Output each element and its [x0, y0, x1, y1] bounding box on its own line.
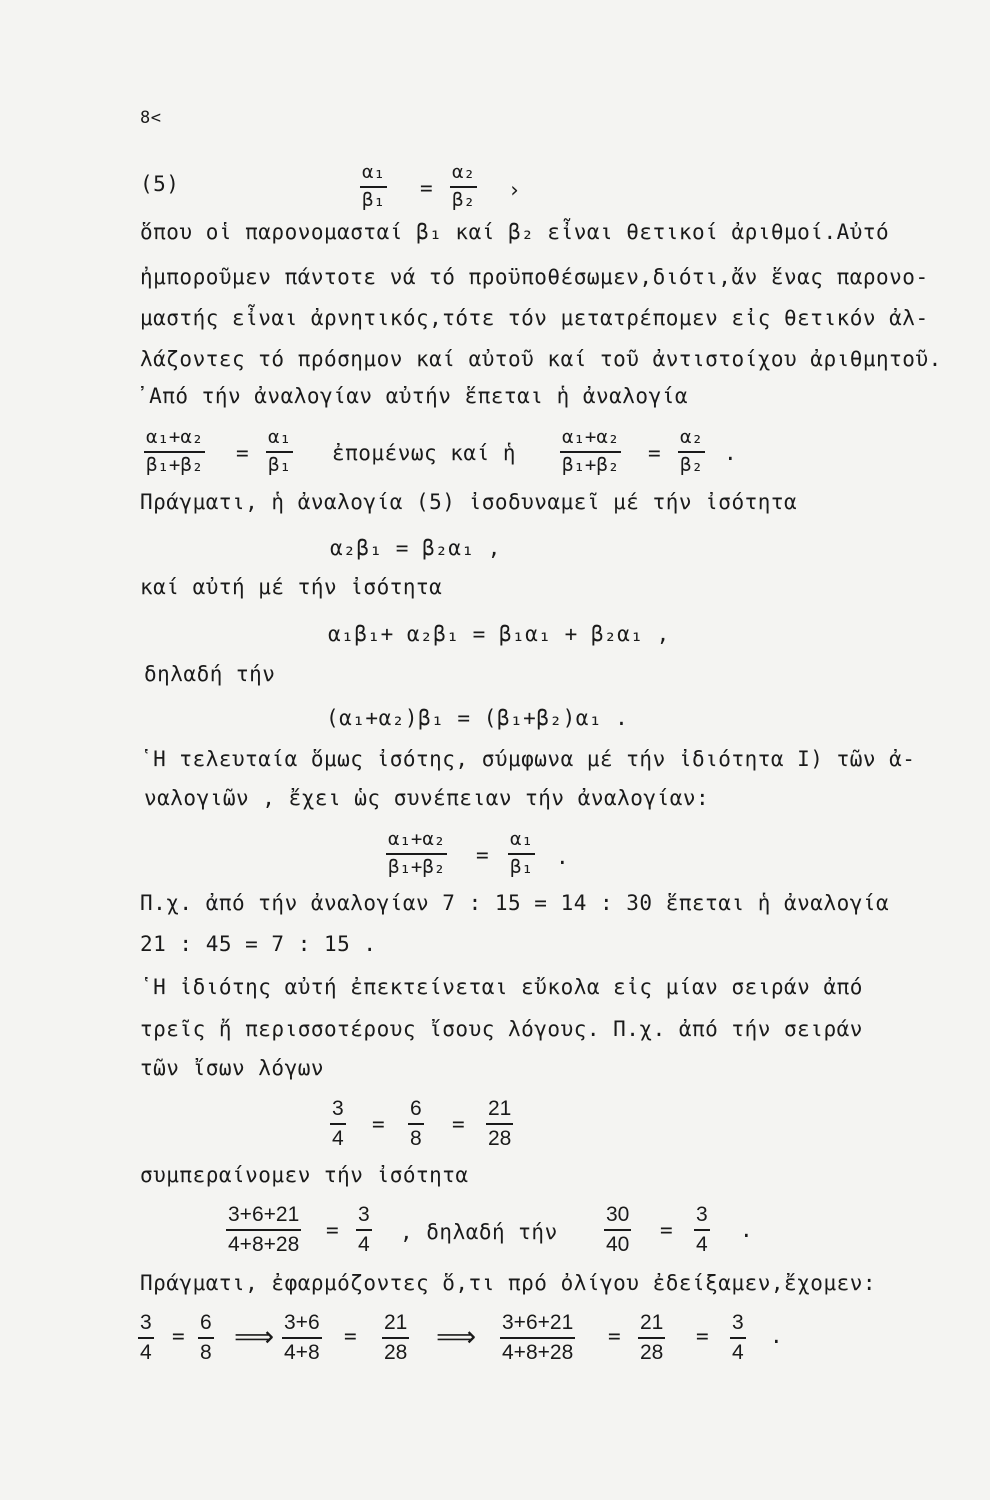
diladi-line: δηλαδή τήν [144, 662, 276, 686]
equation-b: α₁β₁+ α₂β₁ = β₁α₁ + β₂α₁ , [328, 622, 670, 646]
fraction-numerator: α₂ [680, 426, 703, 448]
equals-sign: = [326, 1218, 339, 1242]
para1-line-3: μαστής εἶναι ἀρνητικός,τότε τόν μετατρέπομεν εἰς θετικόν ἀλ- [140, 306, 929, 330]
fraction-denominator: β₁ [362, 188, 385, 211]
equation-c: (α₁+α₂)β₁ = (β₁+β₂)α₁ . [326, 706, 629, 730]
implies-arrow: ⟹ [234, 1320, 275, 1353]
fraction-numerator: 3+6+21 [502, 1311, 574, 1334]
consequence-fraction-3 [560, 428, 621, 475]
consequence-middle-text: ἐπομένως καί ἡ [332, 441, 517, 465]
fraction-numerator: 3 [358, 1203, 370, 1226]
eq5-right-fraction [450, 163, 477, 210]
fraction-denominator: 4+8+28 [228, 1232, 300, 1256]
fraction-numerator: α₁ [362, 161, 385, 183]
period: . [770, 1324, 783, 1348]
chain-fraction-6 [638, 1312, 665, 1363]
fraction-denominator: 8 [200, 1340, 212, 1364]
sum-fraction-4 [694, 1204, 710, 1255]
fraction-numerator: 30 [606, 1203, 630, 1226]
sum-fraction-1 [226, 1204, 301, 1255]
kai-line: καί αὐτή μέ τήν ἰσότητα [140, 575, 443, 599]
equals-sign: = [696, 1324, 709, 1348]
fraction-denominator: 28 [640, 1340, 664, 1364]
symper-line: συμπεραίνομεν τήν ἰσότητα [140, 1163, 469, 1187]
equals-sign: = [648, 441, 661, 465]
chain-fraction-5 [500, 1312, 575, 1363]
equation-a: α₂β₁ = β₂α₁ , [330, 536, 501, 560]
equals-sign: = [236, 441, 249, 465]
period: . [556, 845, 569, 869]
pragmati-line-1: Πράγματι, ἡ ἀναλογία (5) ἰσοδυναμεῖ μέ τήν ἰσότητα [140, 490, 798, 514]
fraction-denominator: 4 [332, 1126, 344, 1150]
eq-d-fraction-1 [386, 830, 447, 877]
fraction-denominator: β₁ [510, 855, 533, 878]
fraction-denominator: 8 [410, 1126, 422, 1150]
equals-sign: = [660, 1218, 673, 1242]
fraction-denominator: 4 [732, 1340, 744, 1364]
fraction-denominator: β₂ [680, 453, 703, 476]
fraction-denominator: 28 [488, 1126, 512, 1150]
para3-line-1: Π.χ. ἀπό τήν ἀναλογίαν 7 : 15 = 14 : 30 ἕπεται ἡ ἀναλογία [140, 891, 890, 915]
fraction-denominator: 4 [696, 1232, 708, 1256]
para4-line-2: τρεῖς ἤ περισσοτέρους ἴσους λόγους. Π.χ. ἀπό τήν σειράν [140, 1017, 863, 1041]
para2-line-2: ναλογιῶν , ἔχει ὡς συνέπειαν τήν ἀναλογίαν: [144, 786, 710, 810]
fraction-numerator: 21 [384, 1311, 408, 1334]
fraction-numerator: α₁+α₂ [388, 828, 446, 850]
eq5-left-fraction [360, 163, 387, 210]
fraction-numerator: 3 [332, 1097, 344, 1120]
fraction-numerator: 6 [200, 1311, 212, 1334]
fraction-numerator: α₁+α₂ [146, 426, 204, 448]
equals-sign: = [344, 1324, 357, 1348]
page-number: 8< [140, 108, 162, 128]
fraction-numerator: 3 [732, 1311, 744, 1334]
fraction-denominator: 4 [358, 1232, 370, 1256]
equals-sign: = [172, 1324, 185, 1348]
period: . [724, 441, 737, 465]
sum-middle-text: , δηλαδή τήν [400, 1220, 558, 1244]
para3-line-2: 21 : 45 = 7 : 15 . [140, 932, 377, 956]
chain-fraction-4 [382, 1312, 409, 1363]
consequence-fraction-2 [266, 428, 293, 475]
fraction-denominator: β₁+β₂ [388, 855, 446, 878]
fraction-denominator: β₁+β₂ [562, 453, 620, 476]
fraction-denominator: β₂ [452, 188, 475, 211]
ratio-fraction-1 [330, 1098, 346, 1149]
fraction-numerator: α₁+α₂ [562, 426, 620, 448]
pragmati-line-2: Πράγματι, ἐφαρμόζοντες ὅ,τι πρό ὀλίγου ἐδείξαμεν,ἔχομεν: [140, 1271, 877, 1295]
fraction-numerator: 3 [696, 1203, 708, 1226]
chain-fraction-1 [138, 1312, 154, 1363]
fraction-numerator: 3+6+21 [228, 1203, 300, 1226]
fraction-denominator: β₁ [268, 453, 291, 476]
fraction-numerator: α₁ [268, 426, 291, 448]
fraction-denominator: 40 [606, 1232, 630, 1256]
fraction-numerator: α₁ [510, 828, 533, 850]
consequence-fraction-4 [678, 428, 705, 475]
fraction-denominator: 4+8 [284, 1340, 320, 1364]
equals-sign: = [476, 843, 489, 867]
fraction-denominator: β₁+β₂ [146, 453, 204, 476]
para4-line-1: ῾Η ἰδιότης αὐτή ἐπεκτείνεται εὔκολα εἰς μίαν σειράν ἀπό [140, 975, 863, 999]
equation-end-mark: › [508, 178, 521, 202]
ratio-fraction-3 [486, 1098, 513, 1149]
consequence-fraction-1 [144, 428, 205, 475]
para1-line-5: ᾿Από τήν ἀναλογίαν αὐτήν ἕπεται ἡ ἀναλογία [136, 384, 689, 408]
para4-line-3: τῶν ἴσων λόγων [140, 1056, 325, 1080]
fraction-numerator: 3 [140, 1311, 152, 1334]
equals-sign: = [372, 1112, 385, 1136]
fraction-numerator: 21 [488, 1097, 512, 1120]
chain-fraction-2 [198, 1312, 214, 1363]
chain-fraction-3 [282, 1312, 322, 1363]
para1-line-2: ἠμποροῦμεν πάντοτε νά τό προϋποθέσωμεν,διότι,ἄν ἕνας παρονο- [140, 265, 929, 289]
equals-sign: = [420, 176, 433, 200]
equals-sign: = [608, 1324, 621, 1348]
fraction-denominator: 4 [140, 1340, 152, 1364]
sum-fraction-3 [604, 1204, 631, 1255]
fraction-denominator: 28 [384, 1340, 408, 1364]
para1-line-4: λάζοντες τό πρόσημον καί αὐτοῦ καί τοῦ ἀντιστοίχου ἀριθμητοῦ. [140, 347, 942, 371]
fraction-numerator: 21 [640, 1311, 664, 1334]
equation-label-5: (5) [140, 172, 180, 196]
eq-d-fraction-2 [508, 830, 535, 877]
fraction-numerator: 3+6 [284, 1311, 320, 1334]
fraction-numerator: α₂ [452, 161, 475, 183]
fraction-numerator: 6 [410, 1097, 422, 1120]
implies-arrow: ⟹ [436, 1320, 477, 1353]
fraction-denominator: 4+8+28 [502, 1340, 574, 1364]
sum-fraction-2 [356, 1204, 372, 1255]
chain-fraction-7 [730, 1312, 746, 1363]
ratio-fraction-2 [408, 1098, 424, 1149]
equals-sign: = [452, 1112, 465, 1136]
para2-line-1: ῾Η τελευταία ὅμως ἰσότης, σύμφωνα μέ τήν ἰδιότητα I) τῶν ἀ- [140, 747, 916, 771]
period: . [740, 1218, 753, 1242]
para1-line-1: ὅπου οἱ παρονομασταί β₁ καί β₂ εἶναι θετικοί ἀριθμοί.Αὐτό [140, 220, 890, 244]
